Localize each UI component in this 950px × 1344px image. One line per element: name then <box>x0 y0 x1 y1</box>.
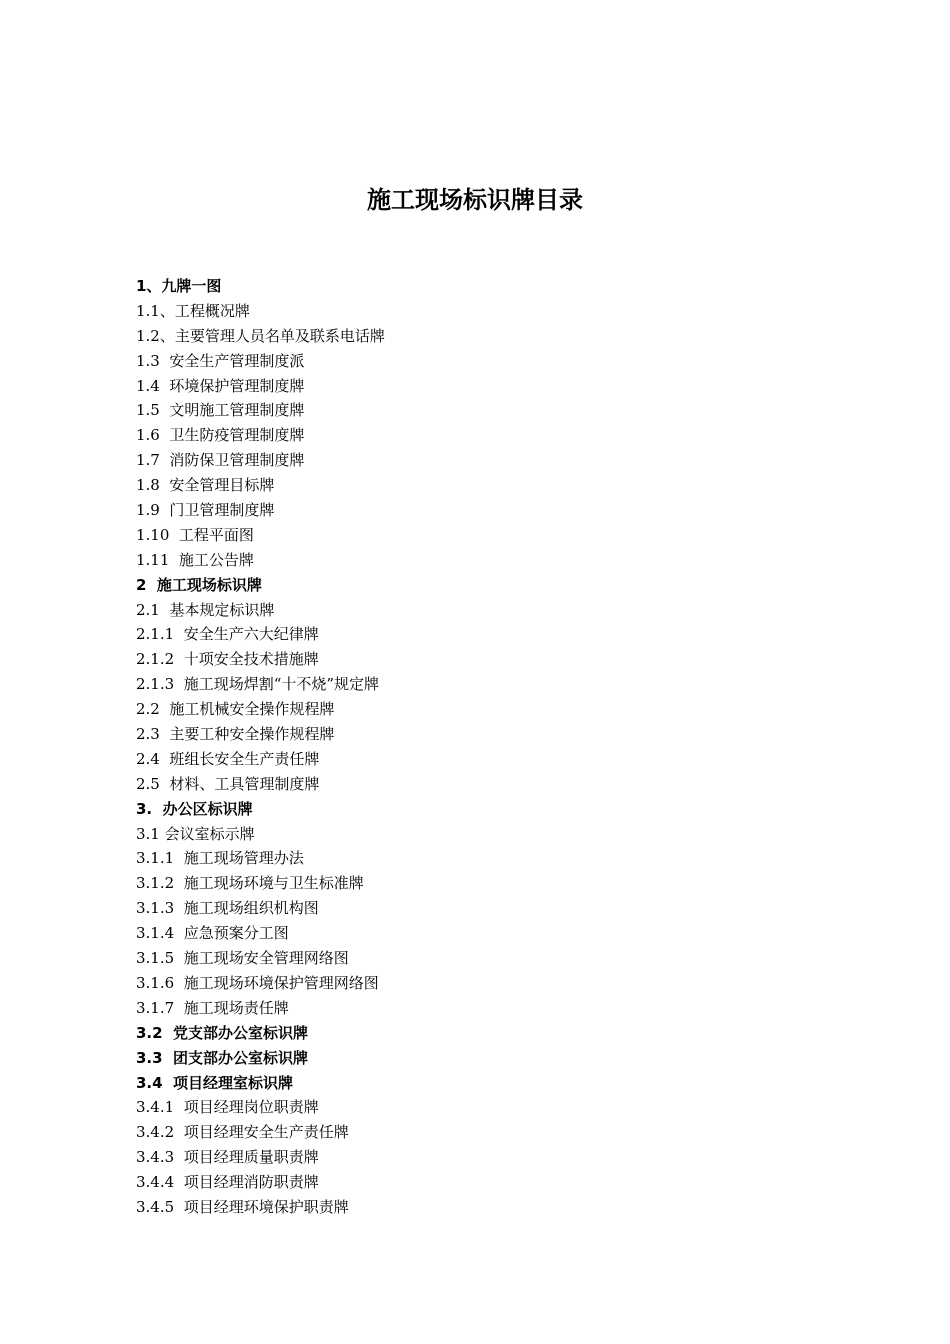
toc-section-heading: 1、九牌一图 <box>136 277 222 295</box>
toc-entry: 3.1.7 施工现场责任牌 <box>136 998 289 1017</box>
toc-section-heading: 2 施工现场标识牌 <box>136 575 262 594</box>
toc-entry: 3.1.1 施工现场管理办法 <box>136 849 304 868</box>
toc-entry: 2.5 材料、工具管理制度牌 <box>136 774 320 793</box>
toc-entry: 2.1 基本规定标识牌 <box>136 600 275 619</box>
toc-section-heading: 3.3 团支部办公室标识牌 <box>136 1048 309 1067</box>
toc-entry: 3.1.6 施工现场环境保护管理网络图 <box>136 973 379 992</box>
toc-entry: 3.4.5 项目经理环境保护职责牌 <box>136 1197 349 1216</box>
table-of-contents <box>136 274 836 1220</box>
toc-entry: 2.2 施工机械安全操作规程牌 <box>136 700 335 719</box>
toc-entry: 3.4.4 项目经理消防职责牌 <box>136 1173 319 1192</box>
toc-section-heading: 3.2 党支部办公室标识牌 <box>136 1023 309 1042</box>
toc-entry: 3.1 会议室标示牌 <box>136 824 255 843</box>
toc-entry: 1.10 工程平面图 <box>136 525 254 544</box>
toc-entry: 1.7 消防保卫管理制度牌 <box>136 451 305 470</box>
toc-entry: 1.5 文明施工管理制度牌 <box>136 401 305 420</box>
toc-section-heading: 3.4 项目经理室标识牌 <box>136 1073 294 1092</box>
toc-entry: 1.6 卫生防疫管理制度牌 <box>136 426 305 445</box>
toc-entry: 1.9 门卫管理制度牌 <box>136 501 275 520</box>
toc-entry: 3.4.1 项目经理岗位职责牌 <box>136 1098 319 1117</box>
page-title: 施工现场标识牌目录 <box>367 186 583 214</box>
toc-entry: 3.4.2 项目经理安全生产责任牌 <box>136 1123 349 1142</box>
toc-entry: 1.11 施工公告牌 <box>136 550 254 569</box>
toc-entry: 1.4 环境保护管理制度牌 <box>136 376 305 395</box>
toc-entry: 1.8 安全管理目标牌 <box>136 476 275 495</box>
toc-entry: 3.1.4 应急预案分工图 <box>136 924 289 943</box>
toc-entry: 1.3 安全生产管理制度派 <box>136 351 305 370</box>
toc-entry: 3.1.3 施工现场组织机构图 <box>136 899 319 918</box>
toc-entry: 2.1.3 施工现场焊割“十不烧”规定牌 <box>136 675 380 694</box>
toc-entry: 2.3 主要工种安全操作规程牌 <box>136 725 335 744</box>
toc-entry: 3.1.2 施工现场环境与卫生标准牌 <box>136 874 364 893</box>
toc-entry: 1.1、工程概况牌 <box>136 301 250 320</box>
toc-section-heading: 3. 办公区标识牌 <box>136 799 253 818</box>
toc-entry: 3.4.3 项目经理质量职责牌 <box>136 1148 319 1167</box>
toc-entry: 2.4 班组长安全生产责任牌 <box>136 749 320 768</box>
toc-entry: 3.1.5 施工现场安全管理网络图 <box>136 949 349 968</box>
toc-entry: 1.2、主要管理人员名单及联系电话牌 <box>136 326 385 345</box>
toc-entry: 2.1.1 安全生产六大纪律牌 <box>136 625 319 644</box>
toc-entry: 2.1.2 十项安全技术措施牌 <box>136 650 319 669</box>
